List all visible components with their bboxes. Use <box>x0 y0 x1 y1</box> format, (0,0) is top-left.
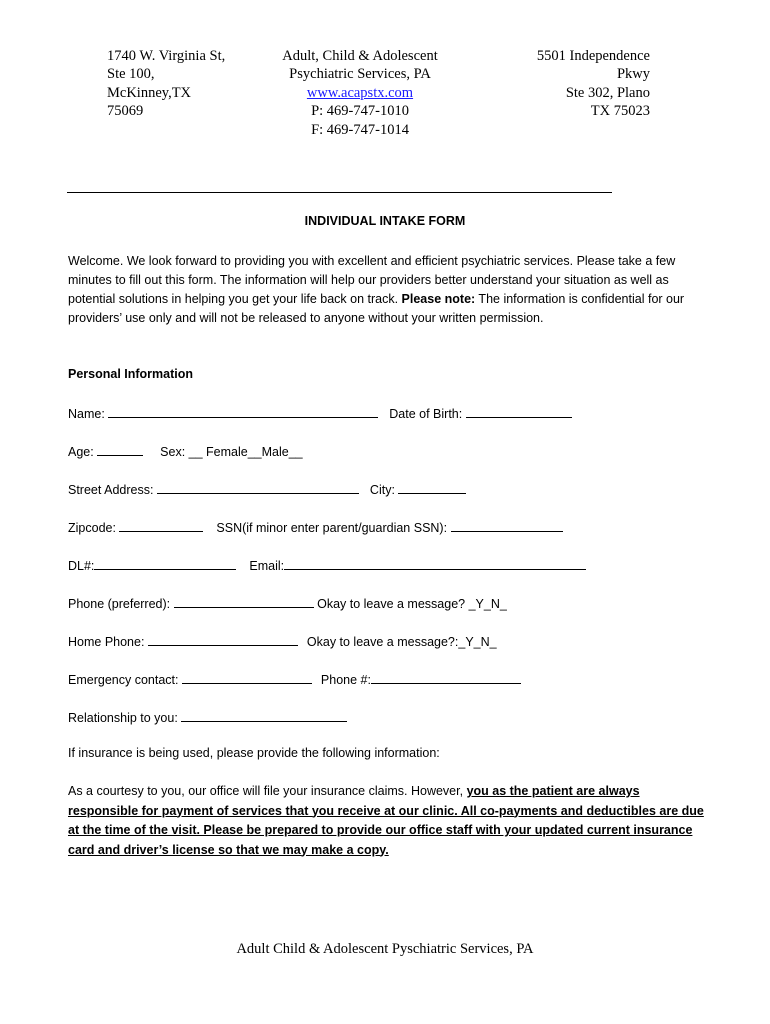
address-line: Ste 100, <box>107 66 155 83</box>
city-field[interactable] <box>398 481 466 494</box>
footer-practice-name: Adult Child & Adolescent Pyschiatric Services, PA <box>236 941 534 957</box>
emergency-field[interactable] <box>182 671 312 684</box>
zipcode-field[interactable] <box>119 519 203 532</box>
website-link[interactable]: www.acapstx.com <box>306 84 414 101</box>
name-row <box>68 405 572 421</box>
note-label: Please note: <box>401 292 476 306</box>
email-label: Email: <box>249 559 285 573</box>
header-left-address <box>107 47 225 121</box>
name-field[interactable] <box>108 405 378 418</box>
courtesy-underlined: you as the patient are always responsible for payment of services that you receive at our clinic. All co-payments and deductibles are due at the time of the visit. Please be prepared to provide our office staff with your updated current insurance card and driver’s license so that we may make a copy. <box>68 784 704 857</box>
address-line: Pkwy <box>616 66 650 83</box>
city-label: City: <box>369 483 395 497</box>
email-field[interactable] <box>284 557 586 570</box>
age-field[interactable] <box>97 443 143 456</box>
relationship-label: Relationship to you: <box>68 711 178 725</box>
home-phone-row <box>68 633 497 649</box>
emergency-row <box>68 671 521 687</box>
practice-name-line2: Psychiatric Services, PA <box>289 66 431 83</box>
dl-label: DL#: <box>68 559 95 573</box>
phone-num-label: Phone #: <box>320 673 371 687</box>
address-line: 75069 <box>107 103 144 120</box>
dl-email-row <box>68 557 586 573</box>
street-label: Street Address: <box>68 483 154 497</box>
dl-field[interactable] <box>94 557 236 570</box>
ssn-field[interactable] <box>451 519 563 532</box>
zip-ssn-row <box>68 519 563 535</box>
age-sex-row <box>68 443 303 459</box>
emergency-label: Emergency contact: <box>68 673 179 687</box>
fax-number: F: 469-747-1014 <box>311 121 409 138</box>
ssn-label: SSN(if minor enter parent/guardian SSN): <box>216 521 448 535</box>
home-phone-field[interactable] <box>148 633 298 646</box>
home-phone-label: Home Phone: <box>68 635 145 649</box>
phone-pref-field[interactable] <box>174 595 314 608</box>
header-divider <box>67 192 612 193</box>
insurance-intro: If insurance is being used, please provide the following information: <box>68 746 440 760</box>
practice-name-line1: Adult, Child & Adolescent <box>282 48 438 64</box>
phone-pref-row <box>68 595 507 611</box>
sex-options[interactable]: Sex: __ Female__Male__ <box>160 445 303 459</box>
section-heading-text: Personal Information <box>68 367 194 381</box>
okay-message-1[interactable]: Okay to leave a message? _Y_N_ <box>317 597 507 611</box>
age-label: Age: <box>68 445 94 459</box>
courtesy-text: As a courtesy to you, our office will file your insurance claims. However, <box>68 784 467 798</box>
address-line: TX 75023 <box>590 103 650 120</box>
note-text: The information is confidential for our providers’ use only and will not be released to anyone without your written permission. <box>68 292 685 325</box>
courtesy-paragraph <box>68 782 713 860</box>
address-line: Ste 302, Plano <box>565 84 650 101</box>
relationship-row <box>68 709 347 725</box>
header-right-address <box>537 47 650 121</box>
form-title: INDIVIDUAL INTAKE FORM <box>304 214 466 228</box>
address-line: 5501 Independence <box>536 48 650 64</box>
dob-field[interactable] <box>466 405 572 418</box>
phone-pref-label: Phone (preferred): <box>68 597 171 611</box>
intro-paragraph <box>68 252 708 328</box>
address-line: McKinney,TX <box>107 84 192 101</box>
phone-number: P: 469-747-1010 <box>311 103 409 120</box>
address-line: 1740 W. Virginia St, <box>107 48 226 64</box>
street-field[interactable] <box>157 481 359 494</box>
name-label: Name: <box>68 407 105 421</box>
header-practice-info <box>250 47 470 139</box>
relationship-field[interactable] <box>181 709 347 722</box>
address-row <box>68 481 466 497</box>
section-heading <box>68 367 193 381</box>
dob-label: Date of Birth: <box>389 407 463 421</box>
zipcode-label: Zipcode: <box>68 521 116 535</box>
intro-text: Welcome. We look forward to providing you with excellent and efficient psychiatric services. Please take a few minutes to fill out this form. The information will help our providers better understand your situation as well as potential solutions in helping you get your life back on track. <box>68 254 676 306</box>
okay-message-2[interactable]: Okay to leave a message?:_Y_N_ <box>306 635 497 649</box>
phone-num-field[interactable] <box>371 671 521 684</box>
